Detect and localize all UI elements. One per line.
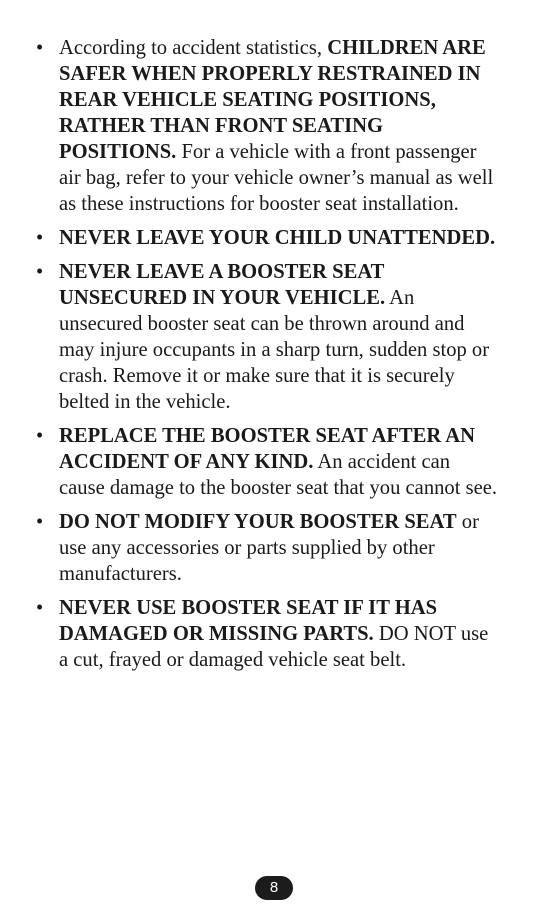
warning-bold-text: NEVER LEAVE A BOOSTER SEAT UNSECURED IN YOUR VEHICLE. [59, 261, 386, 309]
bullet-icon: • [36, 511, 44, 533]
warning-bold-text: NEVER LEAVE YOUR CHILD UNATTENDED. [59, 227, 496, 249]
warning-body-text: An accident can cause damage to the booster seat that you cannot see. [59, 451, 498, 499]
warning-item-unsecured-seat [36, 259, 498, 415]
warning-body-text: For a vehicle with a front passenger air bag, refer to your vehicle owner’s manual as well as these instructions for booster seat installation. [59, 141, 494, 215]
warning-bold-text: NEVER USE BOOSTER SEAT IF IT HAS DAMAGED OR MISSING PARTS. [59, 597, 438, 645]
bullet-icon: • [36, 425, 44, 447]
warning-item-replace-after-accident [36, 423, 498, 501]
warning-body-text: DO NOT use a cut, frayed or damaged vehicle seat belt. [59, 623, 489, 671]
warning-intro-text: According to accident statistics, [59, 37, 328, 59]
warning-list [36, 35, 498, 681]
warning-item-damaged-parts [36, 595, 498, 673]
bullet-icon: • [36, 227, 44, 249]
bullet-icon: • [36, 261, 44, 283]
warning-item-do-not-modify [36, 509, 498, 587]
warning-item-unattended [36, 225, 498, 251]
warning-bold-text: REPLACE THE BOOSTER SEAT AFTER AN ACCIDENT OF ANY KIND. [59, 425, 475, 473]
warning-item-seating-position [36, 35, 498, 217]
bullet-icon: • [36, 37, 44, 59]
warning-bold-text: DO NOT MODIFY YOUR BOOSTER SEAT [59, 511, 457, 533]
warning-body-text: An unsecured booster seat can be thrown around and may injure occupants in a sharp turn, sudden stop or crash. Remove it or make sure that it is securely belted in the vehicle. [59, 287, 490, 413]
warning-body-text: or use any accessories or parts supplied by other manufacturers. [59, 511, 479, 585]
warning-bold-text: CHILDREN ARE SAFER WHEN PROPERLY RESTRAINED IN REAR VEHICLE SEATING POSITIONS, RATHER THAN FRONT SEATING POSITIONS. [59, 37, 486, 163]
page-number-badge: 8 [255, 876, 293, 900]
bullet-icon: • [36, 597, 44, 619]
